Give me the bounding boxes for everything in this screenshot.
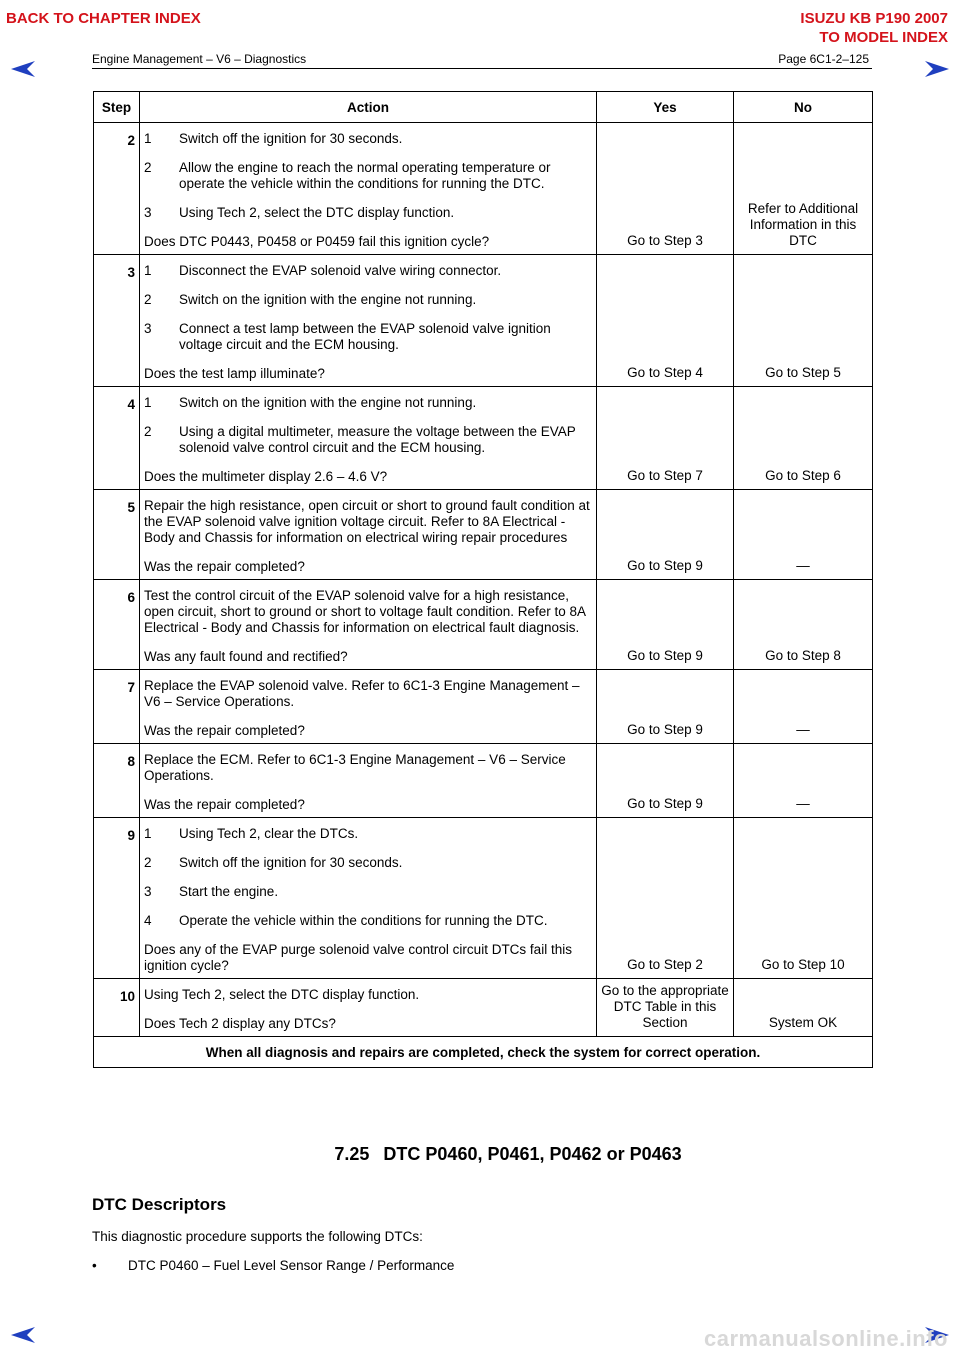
table-row (94, 490, 873, 580)
action-item-number: 3 (144, 884, 152, 899)
no-result: Go to Step 8 (734, 580, 873, 670)
no-result: — (734, 670, 873, 744)
yes-result: Go to Step 9 (597, 744, 734, 818)
action-text: Replace the EVAP solenoid valve. Refer to 6C1-3 Engine Management – V6 – Service Operations. (144, 678, 580, 709)
action-item-text: Switch on the ignition with the engine not running. (179, 292, 477, 307)
action-cell (140, 670, 597, 744)
action-item (144, 205, 596, 221)
action-item (144, 395, 596, 411)
action-item (144, 263, 596, 279)
watermark: carmanualsonline.info (704, 1326, 948, 1351)
table-footer-row (94, 1037, 873, 1068)
action-item (144, 424, 596, 456)
action-item-text: Switch on the ignition with the engine not running. (179, 395, 477, 410)
action-item-number: 3 (144, 321, 152, 336)
step-number: 7 (94, 670, 140, 744)
yes-result: Go to Step 9 (597, 670, 734, 744)
action-cell (140, 818, 597, 979)
action-item-text: Using a digital multimeter, measure the voltage between the EVAP solenoid valve control circuit and the ECM housing. (179, 424, 576, 455)
action-cell (140, 490, 597, 580)
table-row (94, 744, 873, 818)
action-item (144, 884, 596, 900)
action-item-number: 2 (144, 855, 152, 870)
no-result: Go to Step 10 (734, 818, 873, 979)
action-item-number: 1 (144, 395, 152, 410)
diagnostic-steps-table (93, 91, 873, 1068)
bullet-icon: • (92, 1258, 97, 1273)
step-number: 2 (94, 123, 140, 255)
yes-result: Go to Step 9 (597, 490, 734, 580)
step-number: 4 (94, 387, 140, 490)
model-title-link[interactable]: ISUZU KB P190 2007 (800, 10, 948, 27)
action-question: Was the repair completed? (144, 559, 305, 574)
final-note: When all diagnosis and repairs are completed, check the system for correct operation. (94, 1037, 873, 1068)
left-arrow-icon[interactable] (10, 60, 36, 78)
action-cell (140, 387, 597, 490)
action-item-number: 4 (144, 913, 152, 928)
step-number: 9 (94, 818, 140, 979)
subheading: DTC Descriptors (92, 1195, 227, 1214)
action-item-number: 2 (144, 292, 152, 307)
action-item-text: Switch off the ignition for 30 seconds. (179, 855, 403, 870)
action-question: Was the repair completed? (144, 797, 305, 812)
yes-result: Go to Step 9 (597, 580, 734, 670)
action-item (144, 160, 596, 192)
step-number: 6 (94, 580, 140, 670)
list-item (92, 1258, 454, 1273)
column-header-yes: Yes (597, 92, 734, 123)
table-header-row (94, 92, 873, 123)
no-result: System OK (734, 979, 873, 1037)
back-to-chapter-index-link[interactable]: BACK TO CHAPTER INDEX (6, 10, 201, 27)
table-row (94, 123, 873, 255)
yes-result: Go to the appropriate DTC Table in this Section (597, 979, 734, 1037)
action-item-number: 2 (144, 160, 152, 175)
action-item-number: 2 (144, 424, 152, 439)
action-text: Test the control circuit of the EVAP solenoid valve for a high resistance, open circuit, short to ground or short to voltage fault condition. Refer to 8A Electrical - Body and Chassis for information on electrical fault diagnosis. (144, 588, 586, 635)
table-row (94, 255, 873, 387)
no-result: Go to Step 6 (734, 387, 873, 490)
page-number: Page 6C1-2–125 (778, 52, 869, 66)
action-item-number: 1 (144, 826, 152, 841)
step-number: 3 (94, 255, 140, 387)
table-row (94, 580, 873, 670)
action-question: Does DTC P0443, P0458 or P0459 fail this ignition cycle? (144, 234, 490, 249)
step-number: 8 (94, 744, 140, 818)
action-item-text: Using Tech 2, select the DTC display function. (179, 205, 455, 220)
action-item-number: 1 (144, 263, 152, 278)
action-item-text: Connect a test lamp between the EVAP solenoid valve ignition voltage circuit and the ECM housing. (179, 321, 551, 352)
step-number: 10 (94, 979, 140, 1037)
action-text: Replace the ECM. Refer to 6C1-3 Engine Management – V6 – Service Operations. (144, 752, 566, 783)
action-question: Does the multimeter display 2.6 – 4.6 V? (144, 469, 388, 484)
action-item (144, 292, 596, 308)
table-row (94, 387, 873, 490)
action-text: Using Tech 2, select the DTC display function. (144, 987, 420, 1002)
page-header-title: Engine Management – V6 – Diagnostics (92, 52, 307, 66)
action-item-text: Allow the engine to reach the normal operating temperature or operate the vehicle within the conditions for running the DTC. (179, 160, 551, 191)
yes-result: Go to Step 3 (597, 123, 734, 255)
action-question: Does the test lamp illuminate? (144, 366, 325, 381)
intro-text: This diagnostic procedure supports the following DTCs: (92, 1229, 423, 1244)
action-cell (140, 744, 597, 818)
yes-result: Go to Step 4 (597, 255, 734, 387)
table-row (94, 818, 873, 979)
action-item-text: Switch off the ignition for 30 seconds. (179, 131, 403, 146)
list-item-text: DTC P0460 – Fuel Level Sensor Range / Performance (128, 1258, 455, 1273)
action-item-text: Using Tech 2, clear the DTCs. (179, 826, 359, 841)
column-header-no: No (734, 92, 873, 123)
action-cell (140, 255, 597, 387)
table-row (94, 670, 873, 744)
action-question: Was the repair completed? (144, 723, 305, 738)
yes-result: Go to Step 7 (597, 387, 734, 490)
action-question: Was any fault found and rectified? (144, 649, 348, 664)
action-cell (140, 580, 597, 670)
action-item-text: Start the engine. (179, 884, 279, 899)
section-title (0, 1144, 960, 1165)
no-result: Go to Step 5 (734, 255, 873, 387)
action-cell (140, 979, 597, 1037)
section-number: 7.25 (334, 1144, 370, 1164)
action-item-text: Disconnect the EVAP solenoid valve wiring connector. (179, 263, 502, 278)
column-header-action: Action (140, 92, 597, 123)
yes-result: Go to Step 2 (597, 818, 734, 979)
action-item (144, 131, 596, 147)
section-heading: DTC P0460, P0461, P0462 or P0463 (383, 1144, 682, 1164)
column-header-step: Step (94, 92, 140, 123)
action-question: Does Tech 2 display any DTCs? (144, 1016, 336, 1031)
to-model-index-link[interactable]: TO MODEL INDEX (819, 29, 948, 46)
no-result: — (734, 744, 873, 818)
action-cell (140, 123, 597, 255)
right-arrow-icon[interactable] (924, 60, 950, 78)
action-text: Repair the high resistance, open circuit or short to ground fault condition at the EVAP solenoid valve ignition voltage circuit. Refer to 8A Electrical - Body and Chassis for information on electrical wiring repair procedures (144, 498, 590, 545)
action-item (144, 913, 596, 929)
no-result: — (734, 490, 873, 580)
action-item-number: 1 (144, 131, 152, 146)
action-item (144, 855, 596, 871)
table-row (94, 979, 873, 1037)
no-result: Refer to Additional Information in this DTC (734, 123, 873, 255)
action-question: Does any of the EVAP purge solenoid valve control circuit DTCs fail this ignition cycle? (144, 942, 572, 973)
header-divider (92, 68, 872, 69)
action-item (144, 826, 596, 842)
action-item (144, 321, 596, 353)
action-item-text: Operate the vehicle within the conditions for running the DTC. (179, 913, 548, 928)
table-body (94, 123, 873, 1037)
action-item-number: 3 (144, 205, 152, 220)
step-number: 5 (94, 490, 140, 580)
left-arrow-icon[interactable] (10, 1326, 36, 1344)
